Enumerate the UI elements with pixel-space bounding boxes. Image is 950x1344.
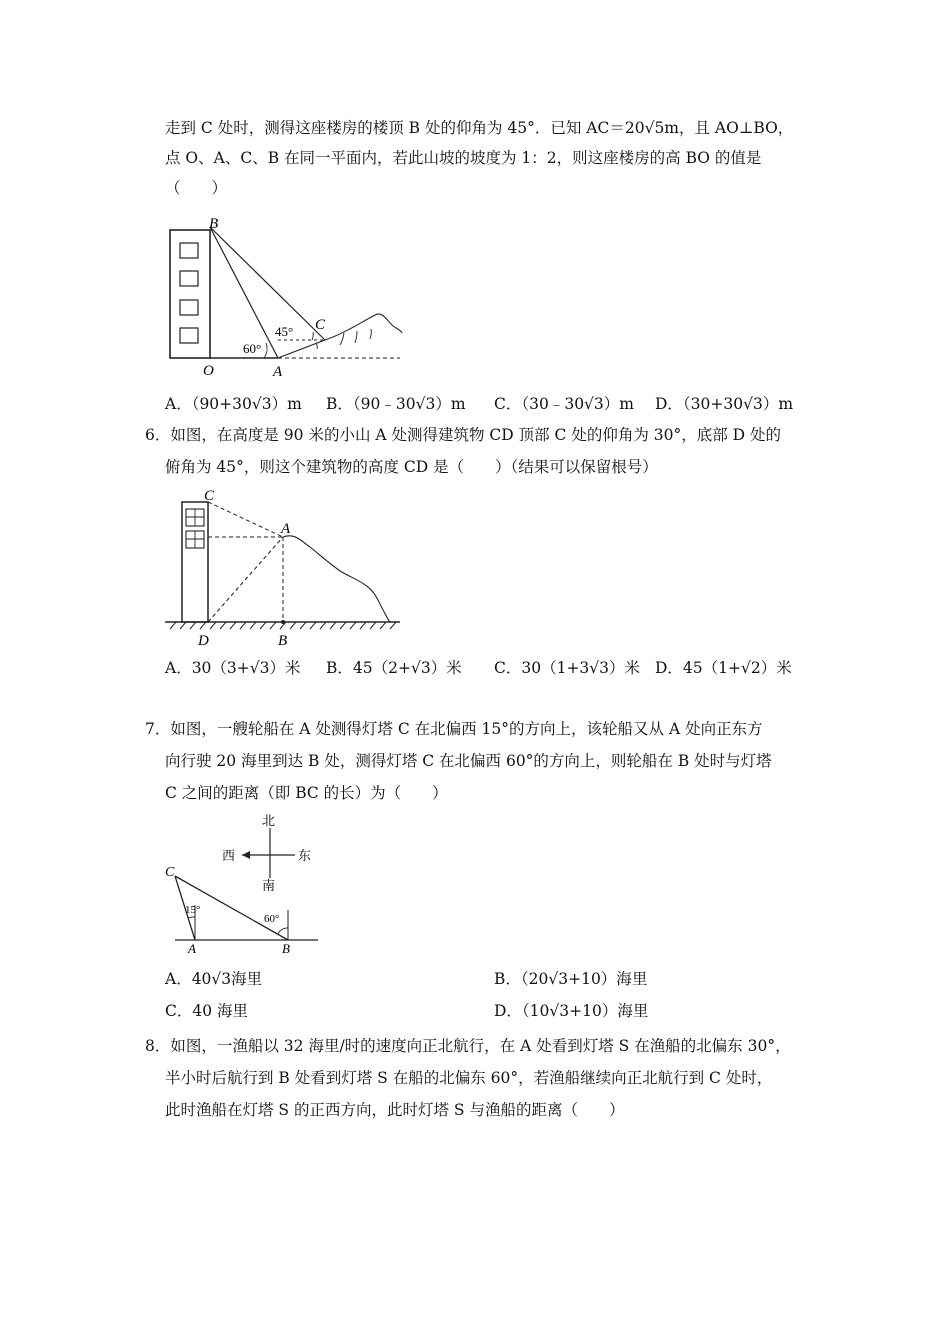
q5-label-c: C [315,317,326,333]
q8-line-1: 8．如图，一渔船以 32 海里/时的速度向正北航行，在 A 处看到灯塔 S 在渔船的北偏东 30°， [145,1037,791,1055]
q6-figure [160,485,410,650]
q5-option-a: A．（90+30√3）m [165,395,302,413]
q7-line-2: 向行驶 20 海里到达 B 处，测得灯塔 C 在北偏西 60°的方向上，则轮船在 B 处时与灯塔 [165,752,772,770]
q5-figure [160,215,410,380]
q8-line-3: 此时渔船在灯塔 S 的正西方向，此时灯塔 S 与渔船的距离（ ） [165,1101,625,1119]
q7-compass-north: 北 [262,813,276,828]
q6-line-2: 俯角为 45°，则这个建筑物的高度 CD 是（ ）（结果可以保留根号） [165,458,658,476]
q5-window [180,328,198,343]
q7-option-b: B．（20√3+10）海里 [494,970,648,988]
q7-angle-15: 15° [185,904,201,916]
q7-option-c: C．40 海里 [165,1002,249,1020]
q5-window [180,271,198,286]
q5-option-b: B．（90﹣30√3）m [326,395,466,413]
q6-option-b: B．45（2+√3）米 [326,659,462,677]
q5-angle-45: 45° [275,324,294,339]
q7-figure [160,810,330,960]
q6-option-a: A．30（3+√3）米 [165,659,301,677]
q7-label-c: C [165,865,175,880]
q7-compass-east: 东 [298,848,312,863]
q5-window [180,300,198,315]
q6-label-a: A [281,521,291,537]
q7-line-1: 7．如图，一艘轮船在 A 处测得灯塔 C 在北偏西 15°的方向上，该轮船又从 A 处向正东方 [145,720,763,738]
q5-label-o: O [203,363,214,379]
q7-compass-south: 南 [262,878,276,893]
q6-line-1: 6．如图，在高度是 90 米的小山 A 处测得建筑物 CD 顶部 C 处的仰角为 30°，底部 D 处的 [145,426,782,444]
q6-label-c: C [204,488,215,504]
q7-label-b: B [282,941,290,956]
q6-option-c: C．30（1+3√3）米 [494,659,641,677]
q5-label-b: B [209,216,219,232]
q5-line-2: 点 O、A、C、B 在同一平面内，若此山坡的坡度为 1：2，则这座楼房的高 BO 的值是 [165,149,762,167]
q5-angle-60: 60° [243,341,262,356]
q5-building [170,230,210,358]
q7-option-a: A．40√3海里 [165,970,263,988]
q8-line-2: 半小时后航行到 B 处看到灯塔 S 在船的北偏东 60°，若渔船继续向正北航行到 C 处时， [165,1069,773,1087]
q5-line-1: 走到 C 处时，测得这座楼房的楼顶 B 处的仰角为 45°．已知 AC＝20√5m，且 AO⊥BO， [165,119,794,137]
q5-line-3: （ ） [165,179,228,197]
q7-compass-west: 西 [222,848,236,863]
q7-angle-60: 60° [264,913,280,925]
q5-option-c: C．（30﹣30√3）m [494,395,634,413]
q7-label-a: A [188,941,196,956]
q7-line-3: C 之间的距离（即 BC 的长）为（ ） [165,784,448,802]
q5-window [180,243,198,258]
q6-label-b: B [278,633,288,649]
q7-option-d: D．（10√3+10）海里 [494,1002,649,1020]
q6-option-d: D．45（1+√2）米 [655,659,792,677]
q5-label-a: A [273,364,283,380]
q6-label-d: D [198,633,209,649]
q5-option-d: D．（30+30√3）m [655,395,794,413]
